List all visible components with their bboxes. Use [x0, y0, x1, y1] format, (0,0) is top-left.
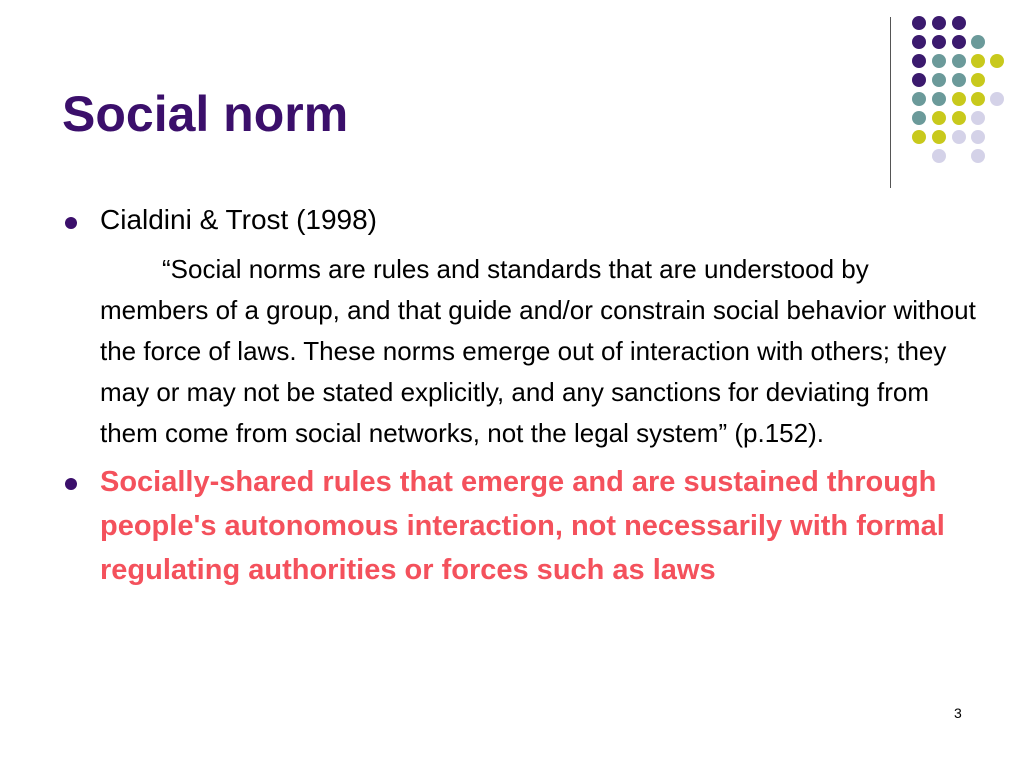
decor-dot [952, 111, 966, 125]
decor-dot [912, 111, 926, 125]
decor-dot [952, 16, 966, 30]
decor-dot [971, 111, 985, 125]
decor-dot [932, 35, 946, 49]
decor-dot [912, 130, 926, 144]
decor-dot [912, 16, 926, 30]
citation-quote: “Social norms are rules and standards that are understood by members of a group, and that guide and/or constrain social behavior without the force of laws. These norms emerge out of interaction with others; they may or may not be stated explicitly, and any sanctions for deviating from them come from social networks, not the legal system” (p.152). [100, 254, 976, 448]
decor-dot [932, 92, 946, 106]
definition-text: Socially-shared rules that emerge and are sustained through people's autonomous interaction, not necessarily with formal regulating authorities or forces such as laws [100, 466, 945, 586]
decor-dot [952, 73, 966, 87]
decor-dot [971, 54, 985, 68]
citation-label: Cialdini & Trost (1998) [100, 204, 378, 235]
decor-dot [990, 92, 1004, 106]
decor-dot [952, 35, 966, 49]
decor-dot [912, 73, 926, 87]
decor-dot [971, 73, 985, 87]
slide-number: 3 [954, 705, 962, 721]
bullet-dot-icon [65, 478, 77, 490]
title-divider-line [890, 17, 891, 188]
decor-dot [912, 35, 926, 49]
decor-dot [932, 149, 946, 163]
decor-dot [971, 92, 985, 106]
decor-dot [952, 130, 966, 144]
decor-dot [971, 149, 985, 163]
decor-dot [952, 54, 966, 68]
slide-title: Social norm [62, 86, 349, 142]
bullet-item-citation [62, 198, 992, 454]
decor-dot [932, 130, 946, 144]
decor-dot [971, 130, 985, 144]
decor-dot [932, 111, 946, 125]
decor-dot [912, 92, 926, 106]
bullet-list [62, 198, 992, 592]
decor-dot [971, 35, 985, 49]
decor-dot [932, 73, 946, 87]
decor-dot [912, 54, 926, 68]
decor-dot [932, 54, 946, 68]
decor-dot [932, 16, 946, 30]
bullet-item-definition [62, 460, 992, 592]
bullet-dot-icon [65, 217, 77, 229]
decor-dot [952, 92, 966, 106]
decor-dot [990, 54, 1004, 68]
